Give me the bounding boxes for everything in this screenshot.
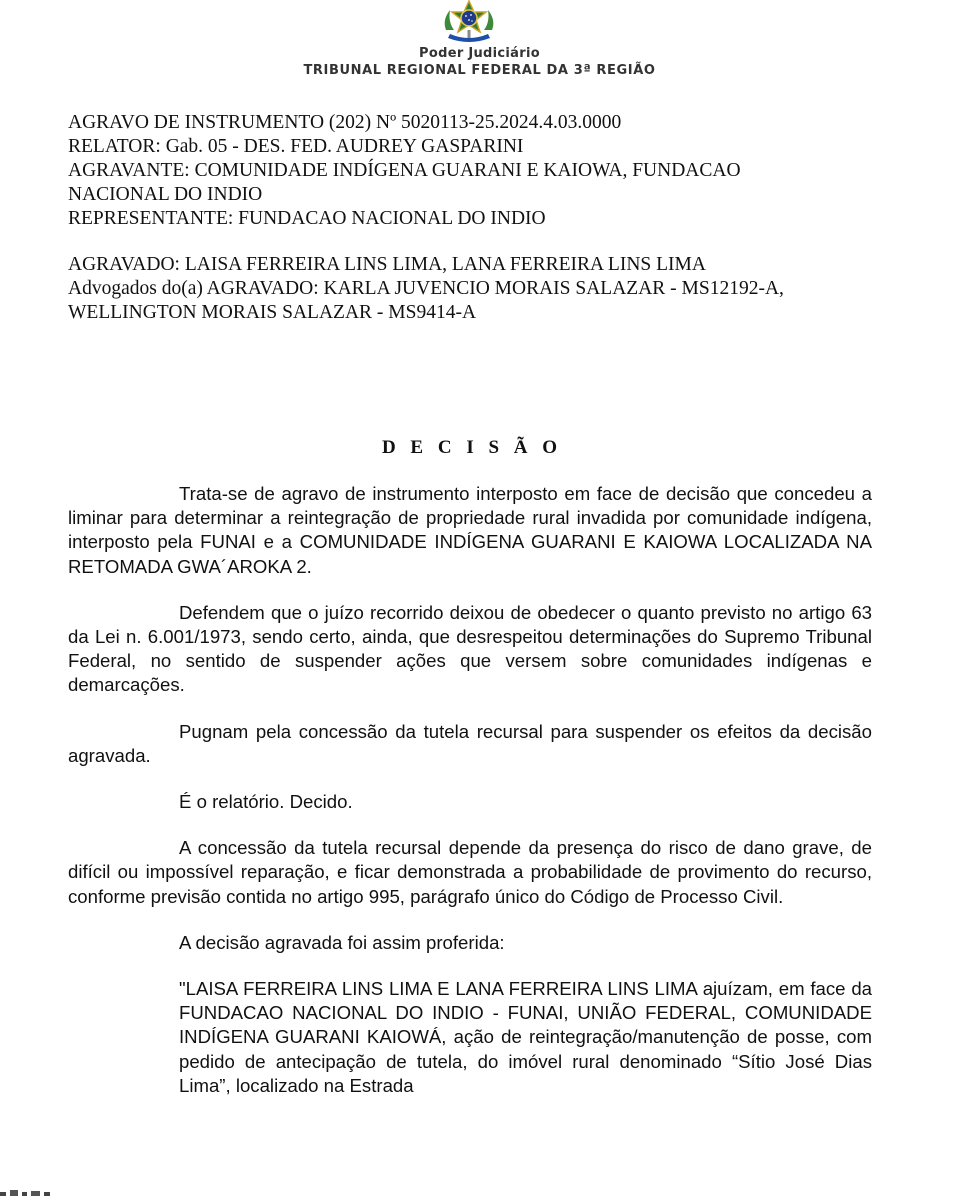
case-info-block — [68, 111, 898, 325]
paragraph-arguments: Defendem que o juízo recorrido deixou de obedecer o quanto previsto no artigo 63 da Lei n. 6.001/1973, sendo certo, ainda, que desrespeitou determinações do Supremo Tribunal Federal, no sentido de suspender ações que versem sobre comunidades indígenas e demarcações. — [68, 601, 872, 696]
paragraph-request: Pugnam pela concessão da tutela recursal para suspender os efeitos da decisão agravada. — [68, 720, 872, 766]
paragraph-intro-quote: A decisão agravada foi assim proferida: — [179, 931, 505, 953]
decision-title: D E C I S Ã O — [381, 437, 563, 458]
advogados-line-1: Advogados do(a) AGRAVADO: KARLA JUVENCIO MORAIS SALAZAR - MS12192-A, — [68, 278, 784, 299]
advogados-line-2: WELLINGTON MORAIS SALAZAR - MS9414-A — [68, 302, 477, 323]
paragraph-summary: Trata-se de agravo de instrumento interposto em face de decisão que concedeu a liminar para determinar a reintegração de propriedade rural invadida por comunidade indígena, interposto pela FUNAI e a COMUNIDADE INDÍGENA GUARANI E KAIOWA LOCALIZADA NA RETOMADA GWA´AROKA 2. — [68, 483, 872, 577]
quoted-decision: "LAISA FERREIRA LINS LIMA E LANA FERREIRA LINS LIMA ajuízam, em face da FUNDACAO NACIONAL DO INDIO - FUNAI, UNIÃO FEDERAL, COMUNIDADE INDÍGENA GUARANI KAIOWÁ, ação de reintegração/manutenção de posse, com pedido de antecipação de tutela, do imóvel rural denominado “Sítio José Dias Lima”, localizado na Estrada — [179, 978, 872, 1096]
brazil-coat-of-arms-icon — [438, 0, 500, 44]
page-edge-mark — [0, 1186, 70, 1200]
agravado-line: AGRAVADO: LAISA FERREIRA LINS LIMA, LANA FERREIRA LINS LIMA — [68, 254, 706, 275]
decision-body — [68, 482, 872, 1098]
representante-line: REPRESENTANTE: FUNDACAO NACIONAL DO INDIO — [68, 208, 546, 229]
court-branch-label: Poder Judiciário — [419, 46, 540, 61]
agravante-line-2: NACIONAL DO INDIO — [68, 184, 263, 205]
agravante-line-1: AGRAVANTE: COMUNIDADE INDÍGENA GUARANI E KAIOWA, FUNDACAO — [68, 160, 741, 181]
relator-line: RELATOR: Gab. 05 - DES. FED. AUDREY GASPARINI — [68, 136, 524, 157]
paragraph-report: É o relatório. Decido. — [179, 791, 353, 813]
case-number: AGRAVO DE INSTRUMENTO (202) Nº 5020113-25.2024.4.03.0000 — [68, 112, 622, 133]
court-name-label: TRIBUNAL REGIONAL FEDERAL DA 3ª REGIÃO — [303, 63, 656, 78]
paragraph-legal-basis: A concessão da tutela recursal depende da presença do risco de dano grave, de difícil ou impossível reparação, e ficar demonstrada a probabilidade de provimento do recurso, conforme previsão contida no artigo 995, parágrafo único do Código de Processo Civil. — [68, 837, 872, 907]
